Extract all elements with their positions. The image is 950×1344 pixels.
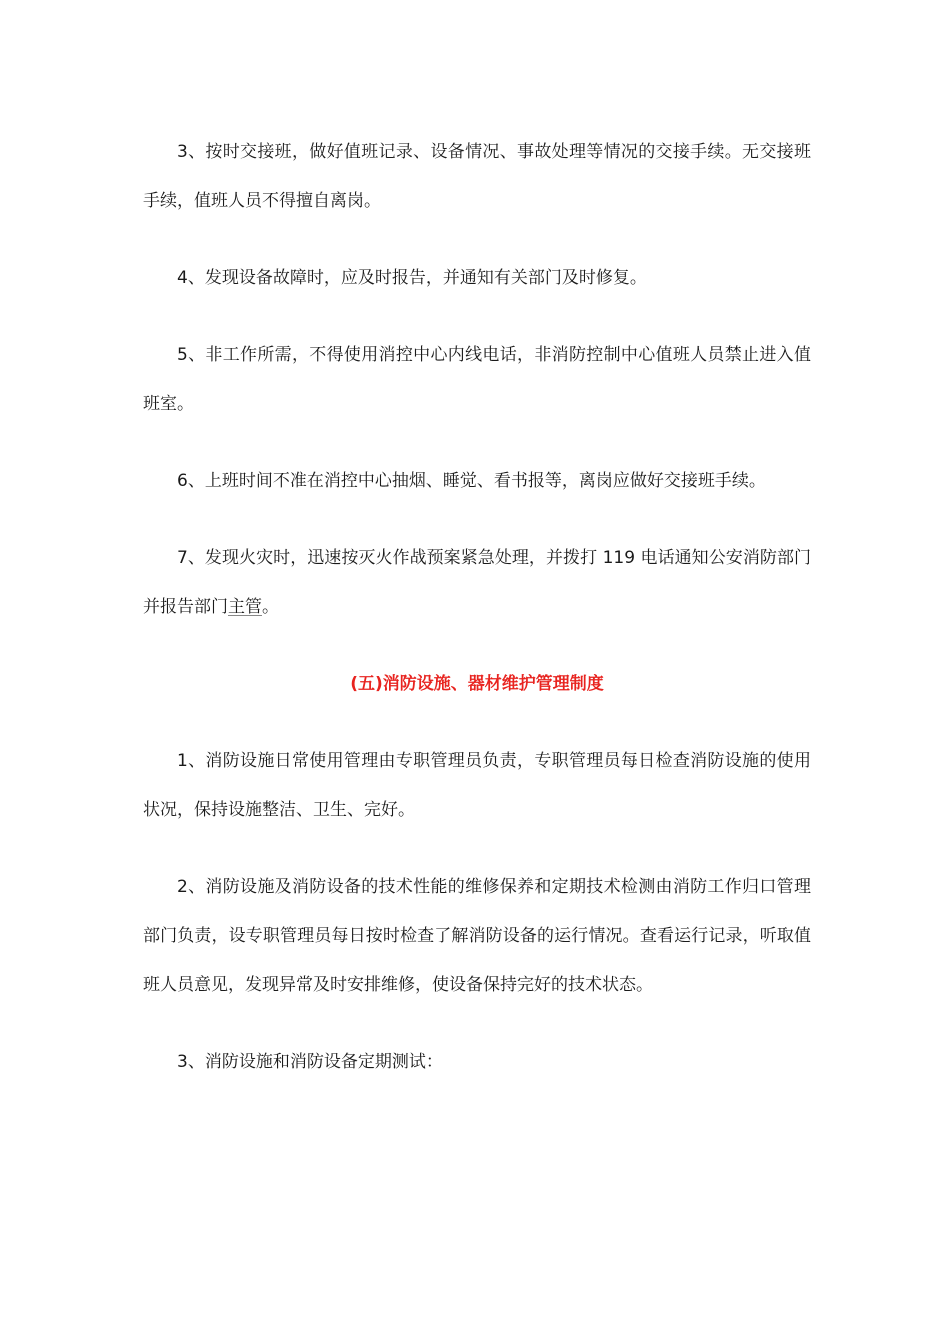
paragraph-7-text: 7、发现火灾时，迅速按灭火作战预案紧急处理，并拨打 119 电话通知公安消防部门并报告部门	[143, 548, 811, 617]
paragraph-item-3-handover: 3、按时交接班，做好值班记录、设备情况、事故处理等情况的交接手续。无交接班手续，值班人员不得擅自离岗。	[143, 142, 811, 211]
paragraph-7-end: 。	[262, 597, 279, 617]
paragraph-item-6-conduct: 6、上班时间不准在消控中心抽烟、睡觉、看书报等，离岗应做好交接班手续。	[177, 471, 766, 491]
document-body	[143, 128, 811, 1115]
paragraph-item-7-fire-response	[143, 534, 811, 632]
paragraph-facility-maintenance: 2、消防设施及消防设备的技术性能的维修保养和定期技术检测由消防工作归口管理部门负责，设专职管理员每日按时检查了解消防设备的运行情况。查看运行记录，听取值班人员意见，发现异常及时安排维修，使设备保持完好的技术状态。	[143, 877, 811, 995]
underlined-word: 主管	[228, 597, 262, 617]
paragraph-facility-daily-management: 1、消防设施日常使用管理由专职管理员负责，专职管理员每日检查消防设施的使用状况，保持设施整洁、卫生、完好。	[143, 751, 811, 820]
section-heading: (五)消防设施、器材维护管理制度	[350, 674, 604, 694]
paragraph-item-4-equipment-fault: 4、发现设备故障时，应及时报告，并通知有关部门及时修复。	[177, 268, 647, 288]
paragraph-facility-testing: 3、消防设施和消防设备定期测试：	[177, 1052, 443, 1072]
paragraph-item-5-phone-access: 5、非工作所需，不得使用消控中心内线电话，非消防控制中心值班人员禁止进入值班室。	[143, 345, 811, 414]
